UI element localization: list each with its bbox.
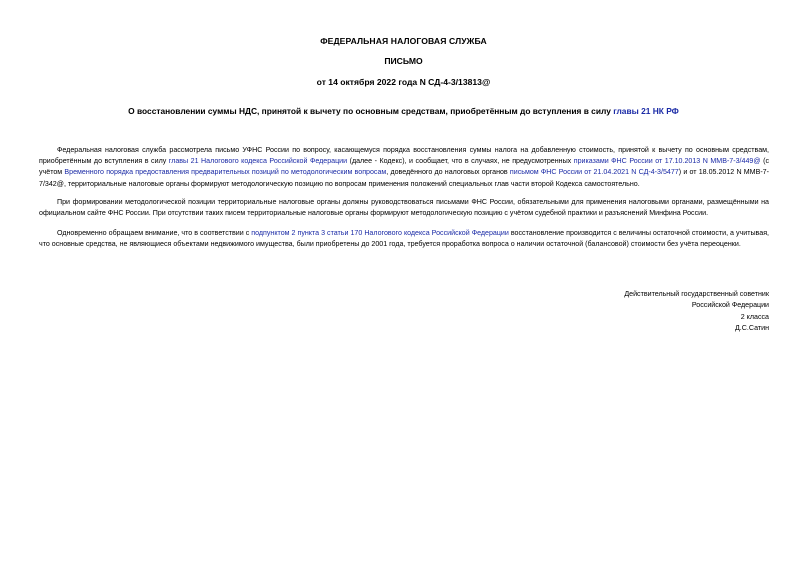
paragraph-2: При формировании методологической позиции территориальные налоговые органы должны руководствоваться письмами ФНС России, обязательными для применения налоговыми органами, размещёнными на официальном сайте ФНС России. При отсутствии таких писем территориальные налоговые органы формируют методологическую позицию с учётом судебной практики и разъяснений Минфина России. [39,198,769,218]
signer-rank-line-1: Действительный государственный советник [624,290,769,298]
p3-text-1: Одновременно обращаем внимание, что в соответствии с [57,229,252,237]
p3-text-2: восстановление производится с величины остаточной стоимости, а учитывая, что основные средства, не являющиеся объектами недвижимого имущества, были приобретены до 2001 года, требуется проработка вопроса о наличии остаточной (балансовой) стоимости без учёта переоценки. [39,229,770,249]
p1-text-1: Федеральная налоговая служба рассмотрела письмо УФНС России по вопросу, касающемуся порядка восстановления суммы налога на добавленную стоимость, принятой к вычету по основным средствам, приобретённым до вступления в силу [39,146,769,166]
p1-text-3: (с учётом [39,157,769,177]
signer-rank-line-2: Российской Федерации [691,301,769,310]
agency-title: ФЕДЕРАЛЬНАЯ НАЛОГОВАЯ СЛУЖБА [320,36,487,46]
paragraph-3 [39,228,769,250]
paragraph-1 [39,145,769,190]
p1-text-5: ) и от 18.05.2012 N ММВ-7-7/342@, территориальные налоговые органы формируют методологическую позицию по вопросам применения положений специальных глав части второй Кодекса самостоятельно. [39,168,769,188]
link-chapter-21-tax-code[interactable]: главы 21 Налогового кодекса Российской Федерации [168,157,348,166]
signer-rank-line-3: 2 класса [740,312,769,321]
link-fns-letter[interactable]: письмом ФНС России от 21.04.2021 N СД-4-3/5477 [509,168,679,177]
signer-name: Д.С.Сатин [735,324,769,333]
link-article-170[interactable]: подпунктом 2 пункта 3 статьи 170 Налогового кодекса Российской Федерации [251,229,509,237]
subject-text: О восстановлении суммы НДС, принятой к вычету по основным средствам, приобретённым до вступления в силу [128,106,614,116]
p1-text-2: (далее - Кодекс), и сообщает, что в случаях, не предусмотренных [347,157,574,166]
signature-block [624,289,769,335]
p1-text-4: , доведённого до налоговых органов [386,168,510,177]
document-type: ПИСЬМО [384,56,423,66]
document-subject [0,106,807,116]
document-date-number: от 14 октября 2022 года N СД-4-3/13813@ [316,77,491,87]
link-temporary-procedure[interactable]: Временного порядка предоставления предварительных позиций по методологическим вопросам [64,168,387,177]
subject-link-chapter-21[interactable]: главы 21 НК РФ [613,106,679,116]
link-fns-orders[interactable]: приказами ФНС России от 17.10.2013 N ММВ-7-3/449@ [573,157,761,166]
